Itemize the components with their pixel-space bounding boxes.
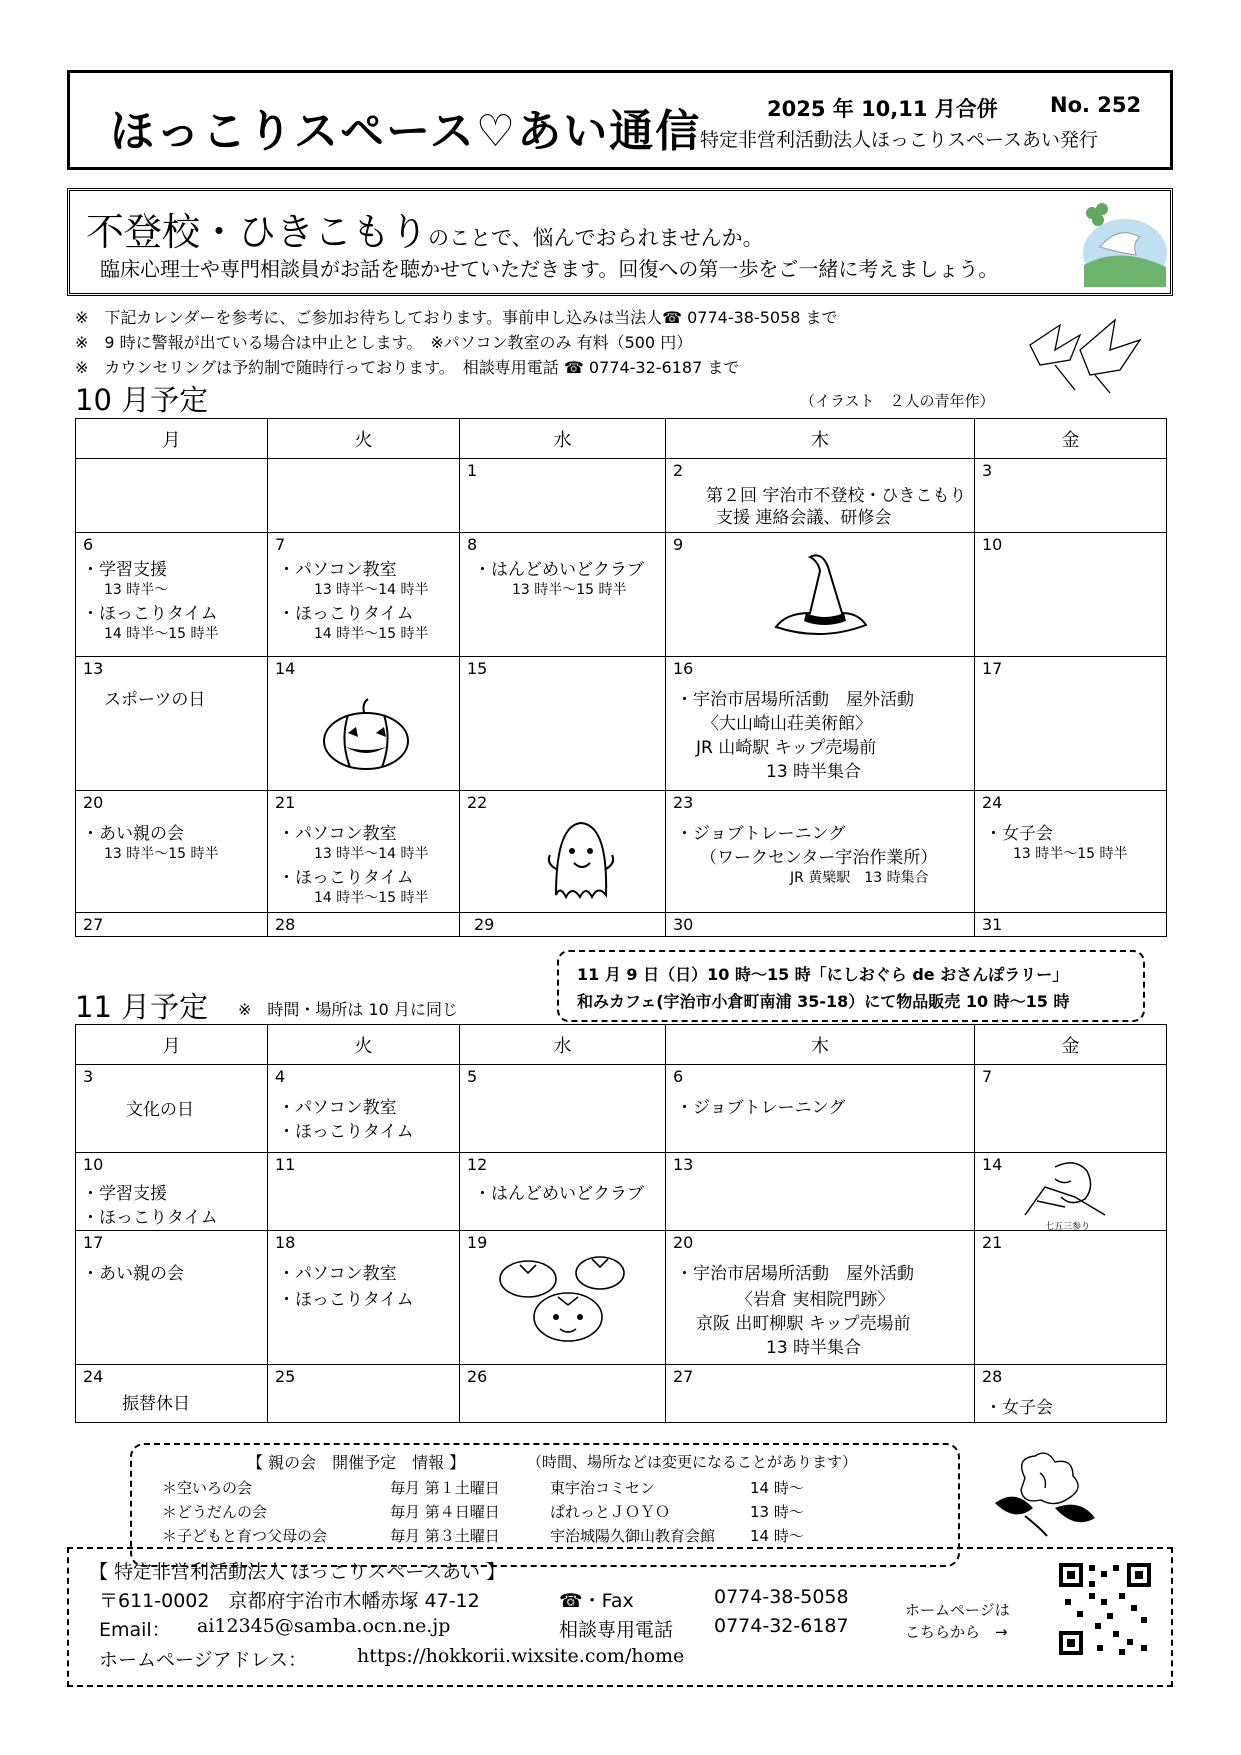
weekday-header: 月 [76, 419, 268, 459]
consult-tel: 0774-32-6187 [714, 1615, 849, 1637]
homepage-label: ホームページアドレス： [99, 1649, 308, 1671]
email-label: Email： [99, 1619, 171, 1641]
calendar-day-cell [666, 657, 975, 791]
calendar-event: 13 時半～15 時半 [1013, 846, 1128, 862]
calendar-event: 第２回 宇治市不登校・ひきこもり [706, 486, 967, 506]
calendar-day-cell [460, 1153, 666, 1231]
calendar-event: 京阪 出町柳駅 キップ売場前 [696, 1314, 911, 1334]
day-number: 6 [83, 535, 94, 554]
day-number: 18 [275, 1233, 296, 1252]
calendar-event: ・学習支援 [82, 1184, 167, 1204]
calendar-day-cell [460, 533, 666, 657]
newsletter-header [67, 70, 1173, 170]
weekday-header-row [76, 419, 1167, 459]
calendar-day-cell [76, 459, 268, 533]
calendar-day-cell [76, 533, 268, 657]
day-number: 20 [673, 1233, 694, 1252]
calendar-day-cell [76, 791, 268, 913]
flower-illustration-icon [985, 1448, 1105, 1538]
day-number: 22 [467, 793, 488, 812]
calendar-day-cell [666, 533, 975, 657]
homepage-note: ホームページは [905, 1601, 1010, 1619]
calendar-week-row [76, 913, 1167, 937]
weekday-header: 金 [975, 1025, 1167, 1065]
weekday-header: 木 [666, 419, 975, 459]
calendar-day-cell [268, 913, 460, 937]
shichigosan-icon [1015, 1157, 1111, 1219]
day-number: 7 [982, 1067, 993, 1086]
calendar-day-cell [666, 791, 975, 913]
calendar-week-row [76, 459, 1167, 533]
day-number: 9 [673, 535, 684, 554]
day-number: 12 [467, 1155, 488, 1174]
day-number: 7 [275, 535, 286, 554]
calendar-event: ・ほっこりタイム [278, 604, 414, 624]
weekday-header: 金 [975, 419, 1167, 459]
october-calendar [75, 418, 1167, 937]
calendar-event: スポーツの日 [104, 690, 206, 710]
calendar-event: ・はんどめいどクラブ [474, 1184, 644, 1204]
calendar-event: ・ほっこりタイム [82, 1208, 218, 1228]
ghost-icon [546, 815, 616, 905]
calendar-day-cell [460, 1365, 666, 1423]
publisher: 特定非営利活動法人ほっこりスペースあい発行 [700, 129, 1099, 151]
calendar-day-cell [666, 459, 975, 533]
day-number: 21 [982, 1233, 1003, 1252]
calendar-event: ・パソコン教室 [278, 824, 397, 844]
homepage-link[interactable]: https://hokkorii.wixsite.com/home [357, 1645, 685, 1667]
weekday-header: 月 [76, 1025, 268, 1065]
calendar-event: ・はんどめいどクラブ [474, 560, 644, 580]
calendar-day-cell [268, 657, 460, 791]
day-number: 3 [83, 1067, 94, 1086]
calendar-week-row [76, 533, 1167, 657]
calendar-event: ・女子会 [985, 824, 1053, 844]
calendar-day-cell [268, 1231, 460, 1365]
calendar-event: ・ジョブトレーニング [676, 1098, 846, 1118]
calendar-event: 13 時半～15 時半 [512, 582, 627, 598]
calendar-event: ・パソコン教室 [278, 1098, 397, 1118]
calendar-event: ・ほっこりタイム [82, 604, 218, 624]
weekday-header: 火 [268, 1025, 460, 1065]
day-number: 14 [275, 659, 296, 678]
calendar-day-cell [460, 459, 666, 533]
banner-subline: 臨床心理士や専門相談員がお話を聴かせていただきます。回復への第一歩をご一緒に考えましょう。 [100, 257, 999, 281]
tel-label: ☎・Fax [559, 1590, 634, 1612]
calendar-day-cell [76, 1365, 268, 1423]
day-number: 13 [83, 659, 104, 678]
calendar-event: 13 時半集合 [766, 1338, 862, 1358]
day-number: 10 [982, 535, 1003, 554]
calendar-week-row [76, 1365, 1167, 1423]
calendar-event: 〈大山崎山荘美術館〉 [702, 714, 872, 734]
day-number: 15 [467, 659, 488, 678]
calendar-event: ・ほっこりタイム [278, 1290, 414, 1310]
witch-hat-icon [766, 547, 876, 647]
day-number: 5 [467, 1067, 478, 1086]
calendar-event: 13 時半集合 [766, 762, 862, 782]
note-line: ※ 下記カレンダーを参考に、ご参加お待ちしております。事前申し込みは当法人☎ 0774-38-5058 まで [75, 308, 838, 327]
calendar-event: JR 黄檗駅 13 時集合 [790, 870, 929, 886]
consult-label: 相談専用電話 [559, 1619, 674, 1641]
day-number: 31 [982, 915, 1003, 934]
calendar-day-cell [76, 657, 268, 791]
day-number: 24 [83, 1367, 104, 1386]
calendar-day-cell [975, 913, 1167, 937]
calendar-day-cell [975, 1231, 1167, 1365]
calendar-day-cell [975, 1153, 1167, 1231]
calendar-day-cell [76, 913, 268, 937]
calendar-day-cell [975, 657, 1167, 791]
calendar-event: 支援 連絡会議、研修会 [716, 508, 892, 528]
calendar-day-cell [460, 1065, 666, 1153]
day-number: 13 [673, 1155, 694, 1174]
illustration-credit: （イラスト ２人の青年作） [800, 392, 995, 410]
banner-headline-suffix: のことで、悩んでおられませんか。 [428, 226, 764, 250]
day-number: 27 [83, 915, 104, 934]
weekday-header: 水 [460, 1025, 666, 1065]
homepage-note: こちらから → [905, 1623, 1008, 1641]
calendar-day-cell [975, 1365, 1167, 1423]
calendar-event: ・ほっこりタイム [278, 868, 414, 888]
calendar-week-row [76, 1065, 1167, 1153]
day-number: 17 [83, 1233, 104, 1252]
calendar-event: 14 時半～15 時半 [314, 890, 429, 906]
parents-heading-note: （時間、場所などは変更になることがあります） [527, 1453, 858, 1471]
calendar-event: ・あい親の会 [82, 824, 184, 844]
day-number: 21 [275, 793, 296, 812]
day-number: 10 [83, 1155, 104, 1174]
calendar-day-cell [76, 1065, 268, 1153]
calendar-day-cell [268, 1365, 460, 1423]
calendar-day-cell [975, 1065, 1167, 1153]
october-title: 10 月予定 [75, 383, 209, 417]
org-name: 【 特定非営利活動法人 ほっこりスペースあい 】 [89, 1561, 506, 1583]
calendar-week-row [76, 1153, 1167, 1231]
note-line: ※ カウンセリングは予約制で随時行っております。 相談専用電話 ☎ 0774-32-6187 まで [75, 358, 740, 377]
day-number: 6 [673, 1067, 684, 1086]
calendar-day-cell [666, 913, 975, 937]
day-number: 29 [474, 915, 495, 934]
consultation-banner [67, 188, 1173, 296]
leaves-illustration-icon [1020, 305, 1150, 395]
calendar-day-cell [975, 533, 1167, 657]
calendar-event: ・宇治市居場所活動 屋外活動 [676, 690, 914, 710]
calendar-week-row [76, 657, 1167, 791]
day-number: 30 [673, 915, 694, 934]
calendar-event: ・宇治市居場所活動 屋外活動 [676, 1264, 914, 1284]
calendar-event: ・パソコン教室 [278, 560, 397, 580]
calendar-week-row [76, 791, 1167, 913]
calendar-day-cell [460, 791, 666, 913]
shichigosan-illustration [1015, 1157, 1111, 1232]
day-number: 14 [982, 1155, 1003, 1174]
weekday-header: 火 [268, 419, 460, 459]
address: 〒611-0002 京都府宇治市木幡赤塚 47-12 [99, 1590, 480, 1612]
day-number: 24 [982, 793, 1003, 812]
day-number: 28 [982, 1367, 1003, 1386]
day-number: 16 [673, 659, 694, 678]
calendar-event: 13 時半～14 時半 [314, 846, 429, 862]
calendar-event: ・学習支援 [82, 560, 167, 580]
banner-headline: 不登校・ひきこもりのことで、悩んでおられませんか。 [86, 210, 764, 254]
calendar-day-cell [460, 1231, 666, 1365]
calendar-day-cell [268, 533, 460, 657]
issue-number: No. 252 [1050, 93, 1142, 117]
calendar-event: ・ジョブトレーニング [676, 824, 846, 844]
calendar-day-cell [666, 1231, 975, 1365]
weekday-header-row [76, 1025, 1167, 1065]
day-number: 20 [83, 793, 104, 812]
weekday-header: 水 [460, 419, 666, 459]
november-calendar [75, 1024, 1167, 1423]
calendar-event: 14 時半～15 時半 [314, 626, 429, 642]
issue-date: 2025 年 10,11 月合併 [767, 97, 998, 121]
day-number: 27 [673, 1367, 694, 1386]
calendar-day-cell [666, 1153, 975, 1231]
calendar-day-cell [76, 1231, 268, 1365]
calendar-day-cell [975, 459, 1167, 533]
calendar-day-cell [268, 791, 460, 913]
weekday-header: 木 [666, 1025, 975, 1065]
calendar-event: 13 時半～14 時半 [314, 582, 429, 598]
day-number: 11 [275, 1155, 296, 1174]
calendar-event: 〈岩倉 実相院門跡〉 [736, 1290, 895, 1310]
fair-callout [557, 950, 1145, 1022]
qr-code-icon[interactable] [1057, 1561, 1153, 1657]
fair-line: 和みカフェ(宇治市小倉町南浦 35-18）にて物品販売 10 時～15 時 [577, 992, 1070, 1011]
calendar-event: 13 時半～ [104, 582, 169, 598]
calendar-event: 14 時半～15 時半 [104, 626, 219, 642]
calendar-week-row [76, 1231, 1167, 1365]
tel-number: 0774-38-5058 [714, 1586, 849, 1608]
calendar-day-cell [460, 657, 666, 791]
calendar-day-cell [268, 1153, 460, 1231]
day-number: 25 [275, 1367, 296, 1386]
calendar-day-cell [460, 913, 666, 937]
day-number: 23 [673, 793, 694, 812]
illustration-caption: 七五三参り [1045, 1222, 1091, 1232]
day-number: 17 [982, 659, 1003, 678]
calendar-day-cell [268, 459, 460, 533]
day-number: 26 [467, 1367, 488, 1386]
calendar-day-cell [76, 1153, 268, 1231]
fair-line: 11 月 9 日（日）10 時～15 時「にしおぐら de おさんぽラリー」 [577, 965, 1069, 984]
day-number: 1 [467, 461, 478, 480]
calendar-day-cell [975, 791, 1167, 913]
calendar-event: ・あい親の会 [82, 1264, 184, 1284]
note-line: ※ 9 時に警報が出ている場合は中止とします。 ※パソコン教室のみ 有料（500 円） [75, 333, 693, 352]
day-number: 8 [467, 535, 478, 554]
calendar-event: 13 時半～15 時半 [104, 846, 219, 862]
parents-meeting-box: 【 親の会 開催予定 情報 】 （時間、場所などは変更になることがあります） ＊空いろの会 毎月 第１土曜日 東宇治コミセン 14 時～ ＊どうだんの会 毎月 第４日曜日 ぱれっとＪＯＹＯ 13 時～ ＊子どもと育つ父母の会 毎月 第３土曜日 宇治城陽久御山教育会館 14 時～ [130, 1443, 960, 1567]
parents-heading: 【 親の会 開催予定 情報 】 [247, 1453, 466, 1472]
pumpkin-icon [318, 693, 414, 773]
calendar-day-cell [666, 1365, 975, 1423]
calendar-event: ・パソコン教室 [278, 1264, 397, 1284]
dove-globe-icon [1070, 195, 1170, 291]
contact-footer [67, 1547, 1173, 1687]
day-number: 3 [982, 461, 993, 480]
day-number: 4 [275, 1067, 286, 1086]
calendar-event: ・ほっこりタイム [278, 1122, 414, 1142]
calendar-day-cell [268, 1065, 460, 1153]
calendar-event: 文化の日 [126, 1100, 194, 1120]
day-number: 19 [467, 1233, 488, 1252]
day-number: 2 [673, 461, 684, 480]
november-title: 11 月予定 [75, 990, 209, 1024]
calendar-day-cell [666, 1065, 975, 1153]
persimmon-icon [496, 1251, 636, 1351]
email-link[interactable]: ai12345@samba.ocn.ne.jp [197, 1615, 451, 1637]
november-note: ※ 時間・場所は 10 月に同じ [238, 1000, 458, 1019]
calendar-event: JR 山崎駅 キップ売場前 [696, 738, 877, 758]
newsletter-title: ほっこりスペース♡あい通信 [110, 106, 702, 157]
calendar-event: ・女子会 [985, 1398, 1053, 1418]
day-number: 28 [275, 915, 296, 934]
calendar-event: （ワークセンター宇治作業所） [700, 848, 938, 868]
calendar-event: 振替休日 [122, 1394, 190, 1414]
